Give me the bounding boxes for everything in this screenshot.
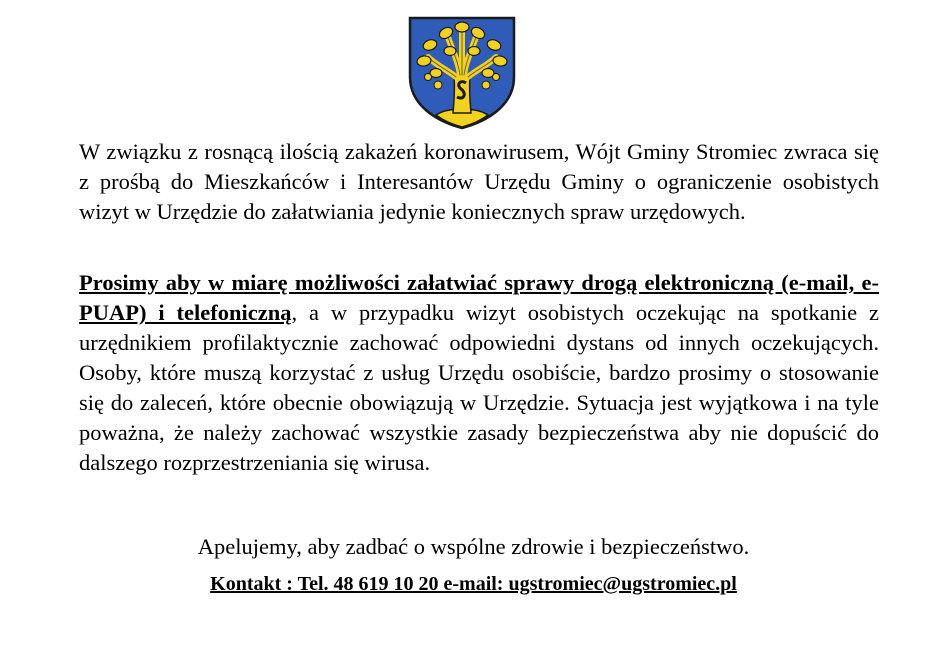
appeal-line: Apelujemy, aby zadbać o wspólne zdrowie i bezpieczeństwo. [197, 534, 750, 559]
coat-of-arms [406, 15, 518, 131]
notice-paragraph-1: W związku z rosnącą ilością zakażeń koronawirusem, Wójt Gminy Stromiec zwraca się z prośbą do Mieszkańców i Interesantów Urzędu Gminy o ograniczenie osobistych wizyt w Urzędzie do załatwiania jedynie koniecznych spraw urzędowych. [79, 139, 879, 224]
notice-paragraph-2-rest: , a w przypadku wizyt osobistych oczekując na spotkanie z urzędnikiem profilaktycznie zachować odpowiedni dystans od innych oczekujących. Osoby, które muszą korzystać z usług Urzędu osobiście, bardzo prosimy o stosowanie się do zaleceń, które obecnie obowiązują w Urzędzie. Sytuacja jest wyjątkowa i na tyle poważna, że należy zachować wszystkie zasady bezpieczeństwa aby nie dopuścić do dalszego rozprzestrzeniania się wirusa. [79, 300, 879, 475]
notice-paragraph-2 [79, 268, 879, 478]
oak-tree-crest-icon [406, 15, 518, 131]
contact-line: Kontakt : Tel. 48 619 10 20 e-mail: ugstromiec@ugstromiec.pl [210, 573, 737, 595]
electronic-contact-emphasis: Prosimy aby w miarę możliwości załatwiać sprawy drogą elektroniczną (e-mail, e-PUAP) i telefoniczną [79, 270, 879, 325]
